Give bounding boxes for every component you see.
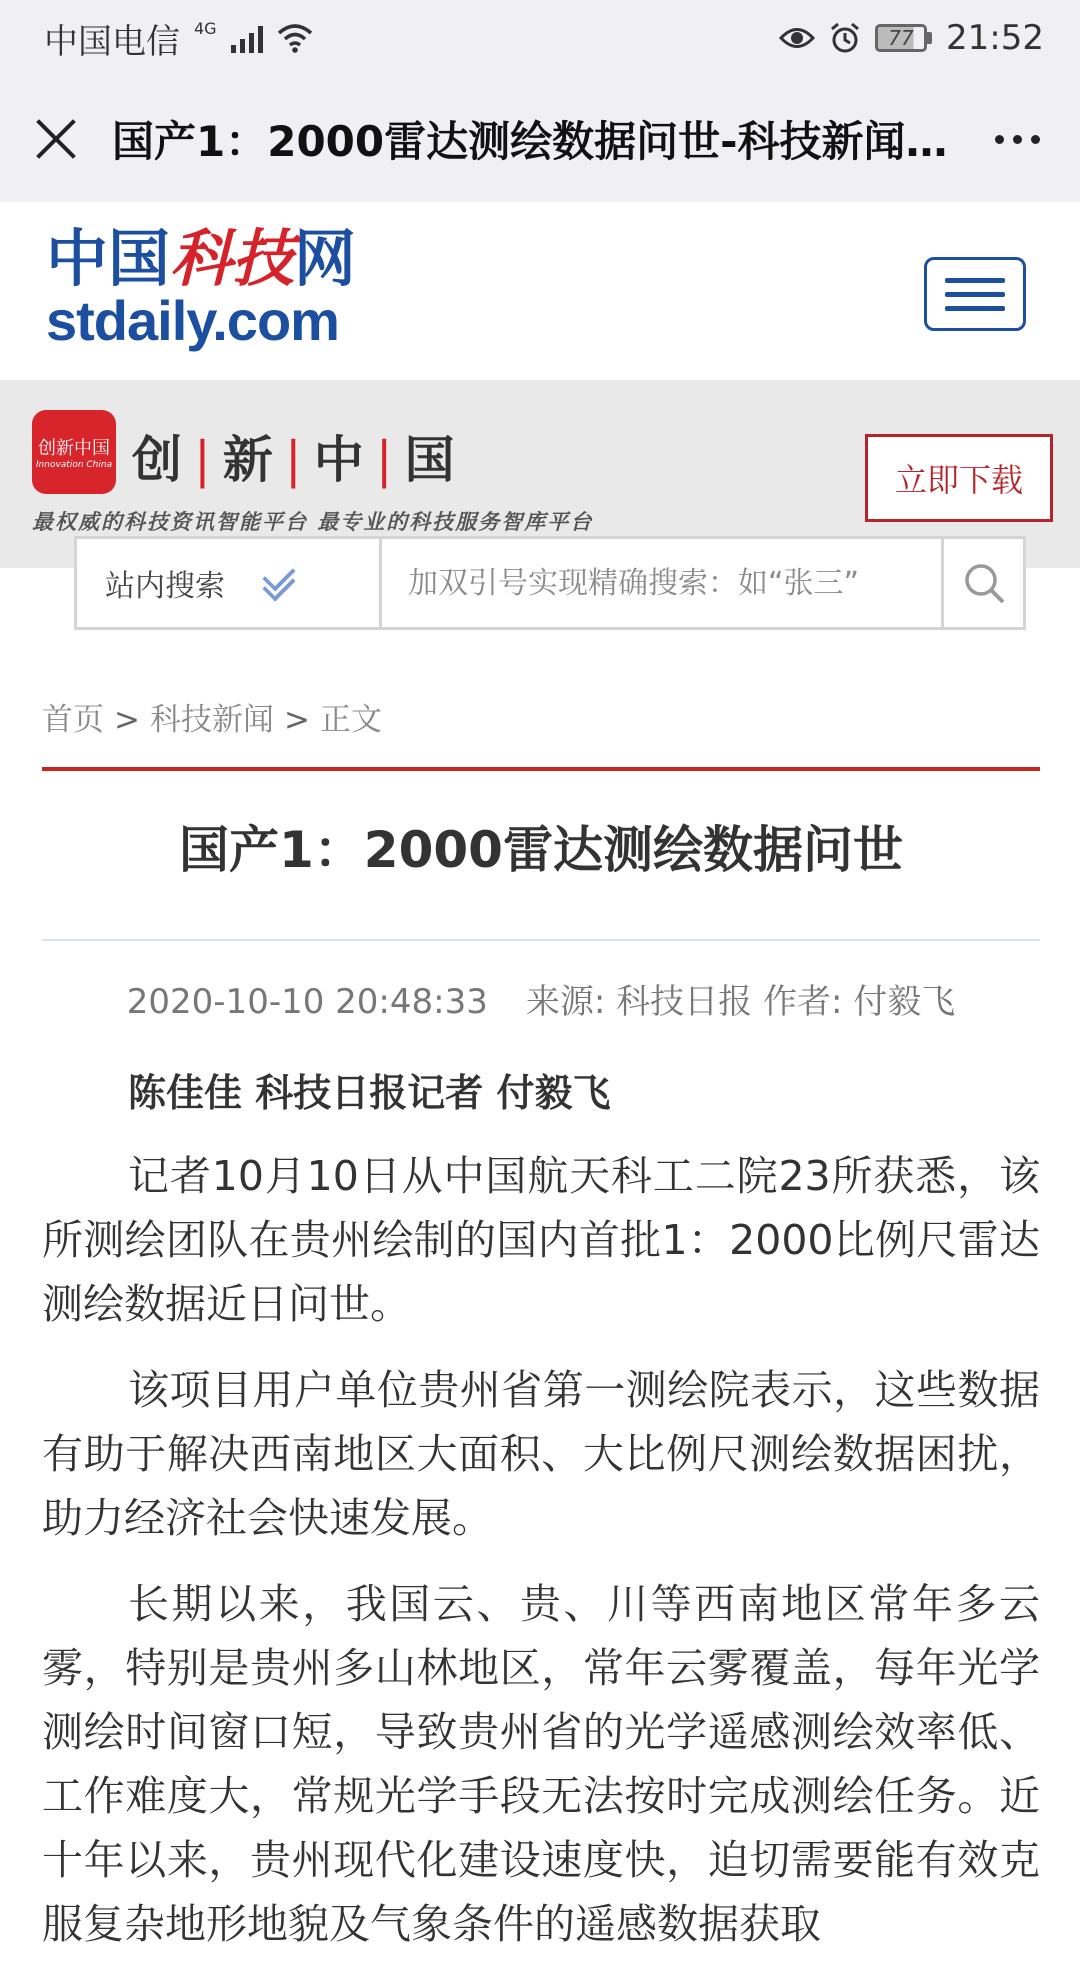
alarm-icon bbox=[829, 22, 861, 54]
article-date: 2020-10-10 20:48:33 bbox=[126, 982, 488, 1022]
search-scope-label: 站内搜索 bbox=[105, 569, 225, 604]
search-input[interactable] bbox=[382, 539, 941, 627]
search-scope-dropdown[interactable] bbox=[77, 539, 382, 627]
article-byline: 陈佳佳 科技日报记者 付毅飞 bbox=[128, 1071, 611, 1115]
close-icon[interactable] bbox=[34, 117, 78, 161]
webview-title: 国产1：2000雷达测绘数据问世-科技新闻… bbox=[112, 117, 948, 166]
divider bbox=[42, 767, 1040, 771]
status-right bbox=[779, 18, 1044, 58]
hamburger-menu-icon[interactable] bbox=[924, 257, 1026, 331]
article-paragraph: 长期以来，我国云、贵、川等西南地区常年多云雾，特别是贵州多山林地区，常年云雾覆盖，每年光学测绘时间窗口短，导致贵州省的光学遥感测绘效率低、工作难度大，常规光学手段无法按时完成测绘任务。近十年以来，贵州现代化建设速度快，迫切需要能有效克服复杂地形地貌及气象条件的遥感数据获取 bbox=[42, 1580, 1040, 1948]
banner-slogan: 最权威的科技资讯智能平台 最专业的科技服务智库平台 bbox=[32, 509, 594, 534]
carrier-label: 中国电信 bbox=[44, 21, 180, 62]
article-meta bbox=[42, 974, 1040, 1023]
search-icon bbox=[962, 561, 1006, 605]
site-header bbox=[0, 202, 1080, 380]
network-type-label: 4G bbox=[194, 18, 217, 38]
search-button[interactable] bbox=[941, 539, 1023, 627]
breadcrumb-section[interactable]: 科技新闻 bbox=[149, 702, 274, 738]
more-options-icon[interactable] bbox=[995, 135, 1040, 144]
article-body bbox=[42, 1060, 1040, 1978]
wifi-icon bbox=[277, 23, 313, 53]
breadcrumb-home[interactable]: 首页 bbox=[42, 702, 104, 738]
eye-icon bbox=[779, 25, 815, 51]
innovation-china-logo: 创新中国 Innovation China bbox=[32, 410, 116, 494]
article-paragraph: 记者10月10日从中国航天科工二院23所获悉，该所测绘团队在贵州绘制的国内首批1：2000比例尺雷达测绘数据近日问世。 bbox=[42, 1152, 1040, 1328]
article-source: 来源: 科技日报 作者: 付毅飞 bbox=[525, 982, 956, 1022]
clock-time: 21:52 bbox=[946, 18, 1044, 58]
breadcrumb: 首页 > 科技新闻 > 正文 bbox=[42, 702, 382, 738]
site-search bbox=[74, 536, 1026, 630]
logo-english: stdaily.com bbox=[46, 289, 339, 352]
article-paragraph: 该项目用户单位贵州省第一测绘院表示，这些数据有助于解决西南地区大面积、大比例尺测绘数据困扰，助力经济社会快速发展。 bbox=[42, 1366, 1040, 1542]
status-bar bbox=[0, 0, 1080, 76]
banner-title: 创|新|中|国 bbox=[132, 430, 463, 489]
site-logo[interactable] bbox=[46, 222, 376, 356]
download-app-button[interactable]: 立即下载 bbox=[865, 434, 1053, 522]
status-left bbox=[44, 14, 313, 63]
webview-title-bar bbox=[0, 76, 1080, 202]
article-title: 国产1：2000雷达测绘数据问世 bbox=[179, 821, 903, 879]
signal-icon bbox=[231, 23, 263, 53]
divider bbox=[42, 939, 1040, 941]
battery-level: 77 bbox=[875, 24, 927, 52]
battery-icon bbox=[875, 24, 932, 52]
chevron-down-icon bbox=[259, 568, 295, 598]
logo-chinese: 中国科技网 bbox=[46, 222, 357, 295]
breadcrumb-current: 正文 bbox=[319, 702, 382, 738]
